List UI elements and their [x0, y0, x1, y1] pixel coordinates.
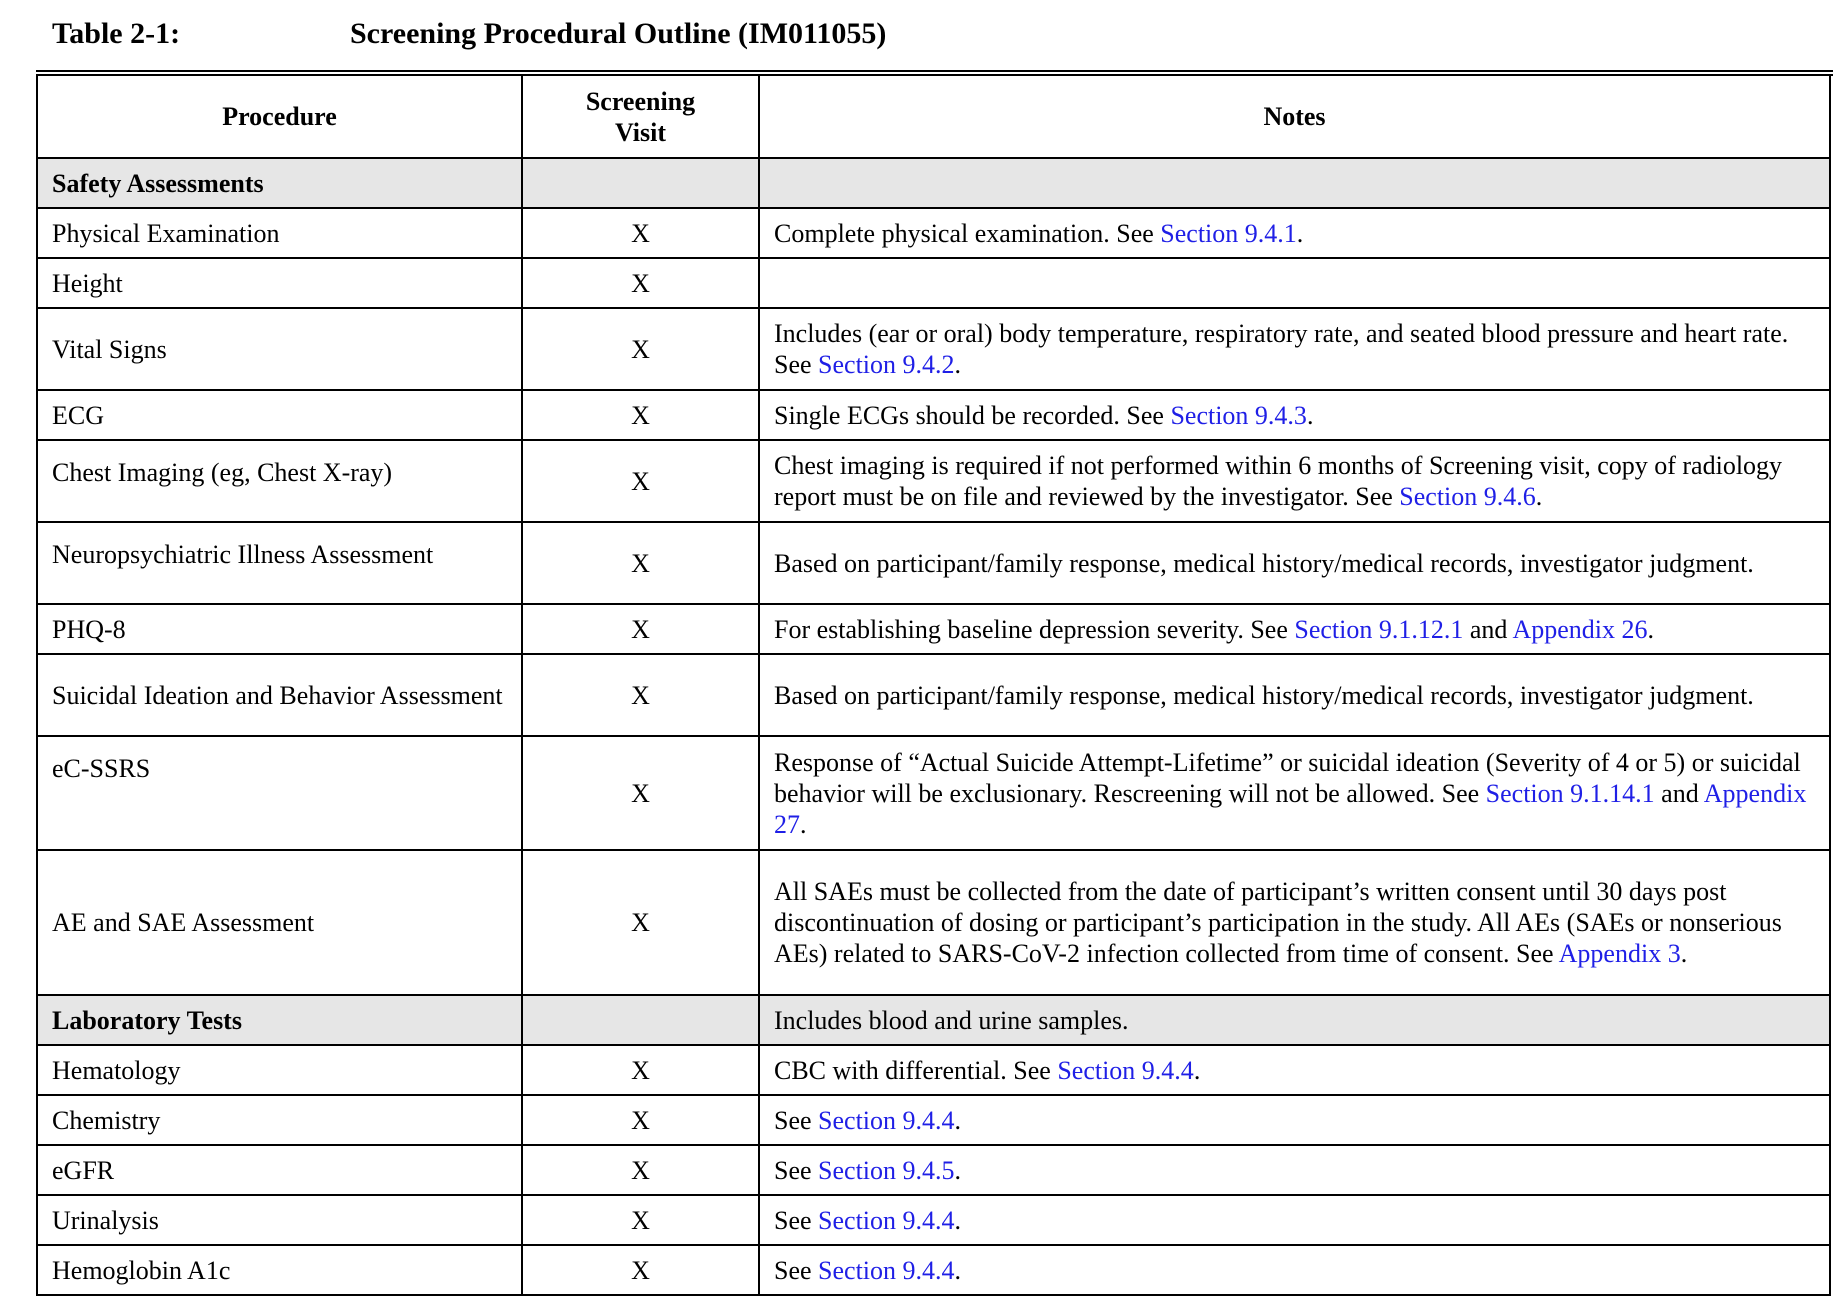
double-rule-top [36, 70, 1833, 72]
table-row [37, 1045, 1830, 1095]
visit-mark: X [522, 208, 759, 258]
procedure-cell: AE and SAE Assessment [37, 850, 522, 995]
note-text: Chest imaging is required if not performed within 6 months of Screening visit, copy of radiology report must be on file and reviewed by the investigator. See [774, 451, 1783, 511]
procedure-cell: Hematology [37, 1045, 522, 1095]
procedure-cell: ECG [37, 390, 522, 440]
notes-cell [759, 208, 1830, 258]
section-note: Includes blood and urine samples. [759, 995, 1830, 1045]
visit-mark: X [522, 1245, 759, 1295]
visit-mark: X [522, 258, 759, 308]
procedure-cell: Chemistry [37, 1095, 522, 1145]
visit-mark: X [522, 1095, 759, 1145]
note-text: . [1296, 218, 1304, 248]
note-text: . [1647, 614, 1655, 644]
note-text: All SAEs must be collected from the date of participant’s written consent until 30 days post discontinuation of dosing or participant’s participation in the study. All AEs (SAEs or nonserious AEs) related to SARS-CoV-2 infection collected from time of consent. See [774, 877, 1782, 968]
note-text: See [774, 1255, 819, 1285]
note-text: Response of “Actual Suicide Attempt-Lifetime” or suicidal ideation (Severity of 4 or 5) or suicidal behavior will be exclusionary. Rescreening will not be allowed. See [774, 747, 1801, 808]
table-row [37, 440, 1830, 522]
procedure-cell: Vital Signs [37, 308, 522, 390]
procedure-cell: Suicidal Ideation and Behavior Assessment [37, 654, 522, 736]
table-row [37, 1245, 1830, 1295]
header-screening-visit [522, 75, 759, 158]
visit-mark: X [522, 522, 759, 604]
section-row-safety [37, 158, 1830, 208]
notes-cell [759, 736, 1830, 850]
procedure-cell: Urinalysis [37, 1195, 522, 1245]
appendix-link[interactable]: Appendix 26 [1512, 614, 1648, 644]
table-row [37, 522, 1830, 604]
note-text: CBC with differential. See [774, 1055, 1058, 1085]
screening-table-wrapper [36, 74, 1829, 1296]
header-visit-line1: Screening [585, 86, 696, 116]
note-text: . [1680, 939, 1688, 968]
notes-cell [759, 1095, 1830, 1145]
section-visit [522, 158, 759, 208]
section-title: Safety Assessments [37, 158, 522, 208]
procedure-cell: Hemoglobin A1c [37, 1245, 522, 1295]
table-title: Screening Procedural Outline (IM011055) [350, 17, 887, 50]
section-link[interactable]: Section 9.1.14.1 [1485, 778, 1655, 808]
header-procedure: Procedure [37, 75, 522, 158]
table-row [37, 390, 1830, 440]
visit-mark: X [522, 1145, 759, 1195]
procedure-cell: eGFR [37, 1145, 522, 1195]
procedure-cell: Physical Examination [37, 208, 522, 258]
section-link[interactable]: Section 9.4.1 [1160, 218, 1297, 248]
appendix-link[interactable]: Appendix 27 [774, 778, 1807, 839]
visit-mark: X [522, 654, 759, 736]
notes-cell [759, 258, 1830, 308]
table-row [37, 604, 1830, 654]
note-text: . [954, 1205, 962, 1235]
notes-cell [759, 308, 1830, 390]
section-link[interactable]: Section 9.4.4 [818, 1255, 955, 1285]
procedure-cell: PHQ-8 [37, 604, 522, 654]
note-text: . [954, 350, 962, 379]
notes-cell [759, 522, 1830, 604]
procedure-cell: Chest Imaging (eg, Chest X-ray) [37, 440, 522, 522]
note-text: Single ECGs should be recorded. See [774, 400, 1171, 430]
section-link[interactable]: Section 9.1.12.1 [1294, 614, 1464, 644]
table-row [37, 1145, 1830, 1195]
section-link[interactable]: Section 9.4.4 [818, 1105, 955, 1135]
note-text: . [1306, 400, 1314, 430]
screening-procedure-table [36, 74, 1831, 1296]
note-text: See [774, 1105, 819, 1135]
note-text: See [774, 1205, 819, 1235]
visit-mark: X [522, 308, 759, 390]
notes-cell [759, 390, 1830, 440]
note-text: Includes (ear or oral) body temperature, respiratory rate, and seated blood pressure and heart rate. See [774, 319, 1789, 379]
visit-mark: X [522, 1045, 759, 1095]
header-row [37, 75, 1830, 158]
section-visit [522, 995, 759, 1045]
table-row [37, 1195, 1830, 1245]
note-text: For establishing baseline depression severity. See [774, 614, 1295, 644]
note-text: and [1463, 614, 1513, 644]
note-text: . [954, 1105, 962, 1135]
visit-mark: X [522, 440, 759, 522]
notes-cell [759, 604, 1830, 654]
note-text: . [1193, 1055, 1201, 1085]
section-link[interactable]: Section 9.4.2 [818, 350, 955, 379]
table-row [37, 208, 1830, 258]
notes-cell [759, 1145, 1830, 1195]
procedure-cell: eC-SSRS [37, 736, 522, 850]
notes-cell [759, 1245, 1830, 1295]
note-text: See [774, 1155, 819, 1185]
section-link[interactable]: Section 9.4.4 [1057, 1055, 1194, 1085]
section-row-lab [37, 995, 1830, 1045]
note-text: Based on participant/family response, medical history/medical records, investigator judgment. [774, 548, 1754, 578]
note-text: . [800, 809, 807, 839]
visit-mark: X [522, 1195, 759, 1245]
section-link[interactable]: Section 9.4.5 [818, 1155, 955, 1185]
visit-mark: X [522, 604, 759, 654]
header-notes: Notes [759, 75, 1830, 158]
notes-cell [759, 850, 1830, 995]
section-link[interactable]: Section 9.4.3 [1170, 400, 1307, 430]
visit-mark: X [522, 736, 759, 850]
table-caption [52, 14, 886, 54]
notes-cell [759, 1045, 1830, 1095]
table-row [37, 654, 1830, 736]
note-text: . [954, 1255, 962, 1285]
notes-cell [759, 1195, 1830, 1245]
table-row [37, 736, 1830, 850]
notes-cell [759, 440, 1830, 522]
note-text: Complete physical examination. See [774, 218, 1161, 248]
table-row [37, 308, 1830, 390]
note-text: and [1654, 778, 1704, 808]
note-text: Based on participant/family response, medical history/medical records, investigator judgment. [774, 680, 1754, 710]
note-text: . [1535, 482, 1543, 511]
visit-mark: X [522, 390, 759, 440]
table-row [37, 850, 1830, 995]
table-row [37, 1095, 1830, 1145]
section-link[interactable]: Section 9.4.6 [1399, 482, 1536, 511]
procedure-cell: Height [37, 258, 522, 308]
section-title: Laboratory Tests [37, 995, 522, 1045]
table-row [37, 258, 1830, 308]
visit-mark: X [522, 850, 759, 995]
notes-cell [759, 654, 1830, 736]
appendix-link[interactable]: Appendix 3 [1558, 939, 1681, 968]
note-text: . [954, 1155, 962, 1185]
procedure-cell: Neuropsychiatric Illness Assessment [37, 522, 522, 604]
table-number: Table 2-1: [52, 17, 181, 50]
header-visit-line2: Visit [614, 117, 667, 147]
section-link[interactable]: Section 9.4.4 [818, 1205, 955, 1235]
section-note [759, 158, 1830, 208]
